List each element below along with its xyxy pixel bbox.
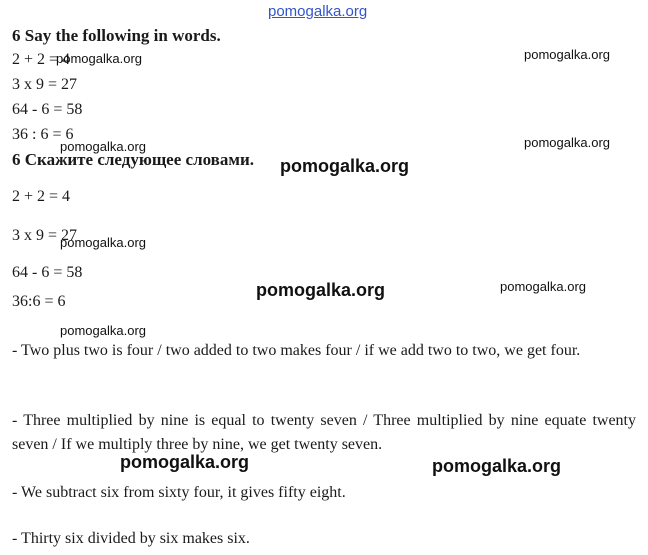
answer-paragraph: - We subtract six from sixty four, it gives fifty eight. bbox=[12, 484, 346, 501]
watermark: pomogalka.org bbox=[60, 139, 146, 154]
watermark: pomogalka.org bbox=[256, 280, 386, 300]
watermark: pomogalka.org bbox=[432, 456, 562, 476]
equation-line: 64 - 6 = 58 bbox=[12, 101, 83, 118]
equation-line: 3 x 9 = 27 bbox=[12, 76, 78, 93]
equation-line: 2 + 2 = 4 bbox=[12, 51, 71, 68]
equation-line: 36:6 = 6 bbox=[12, 293, 66, 310]
watermark: pomogalka.org bbox=[120, 452, 250, 472]
watermark: pomogalka.org bbox=[524, 47, 610, 62]
answer-paragraph: - Thirty six divided by six makes six. bbox=[12, 530, 250, 547]
watermark: pomogalka.org bbox=[60, 323, 146, 338]
watermark: pomogalka.org bbox=[500, 279, 586, 294]
watermark: pomogalka.org bbox=[524, 135, 610, 150]
answer-paragraph: - Two plus two is four / two added to two makes four / if we add two to two, we get four. bbox=[12, 342, 581, 359]
watermark-top[interactable]: pomogalka.org bbox=[268, 3, 368, 20]
section-title-ru: 6 Скажите следующее словами. bbox=[12, 150, 254, 169]
equation-line: 64 - 6 = 58 bbox=[12, 264, 83, 281]
watermark: pomogalka.org bbox=[280, 156, 410, 176]
section-title-en: 6 Say the following in words. bbox=[12, 26, 221, 45]
equation-line: 36 : 6 = 6 bbox=[12, 126, 74, 143]
watermark: pomogalka.org bbox=[60, 235, 146, 250]
equation-line: 2 + 2 = 4 bbox=[12, 188, 71, 205]
watermark: pomogalka.org bbox=[56, 51, 142, 66]
equation-line: 3 x 9 = 27 bbox=[12, 227, 78, 244]
answer-paragraph: - Three multiplied by nine is equal to twenty seven / Three multiplied by nine equate twenty seven / If we multiply three by nine, we get twenty seven. bbox=[12, 412, 636, 453]
